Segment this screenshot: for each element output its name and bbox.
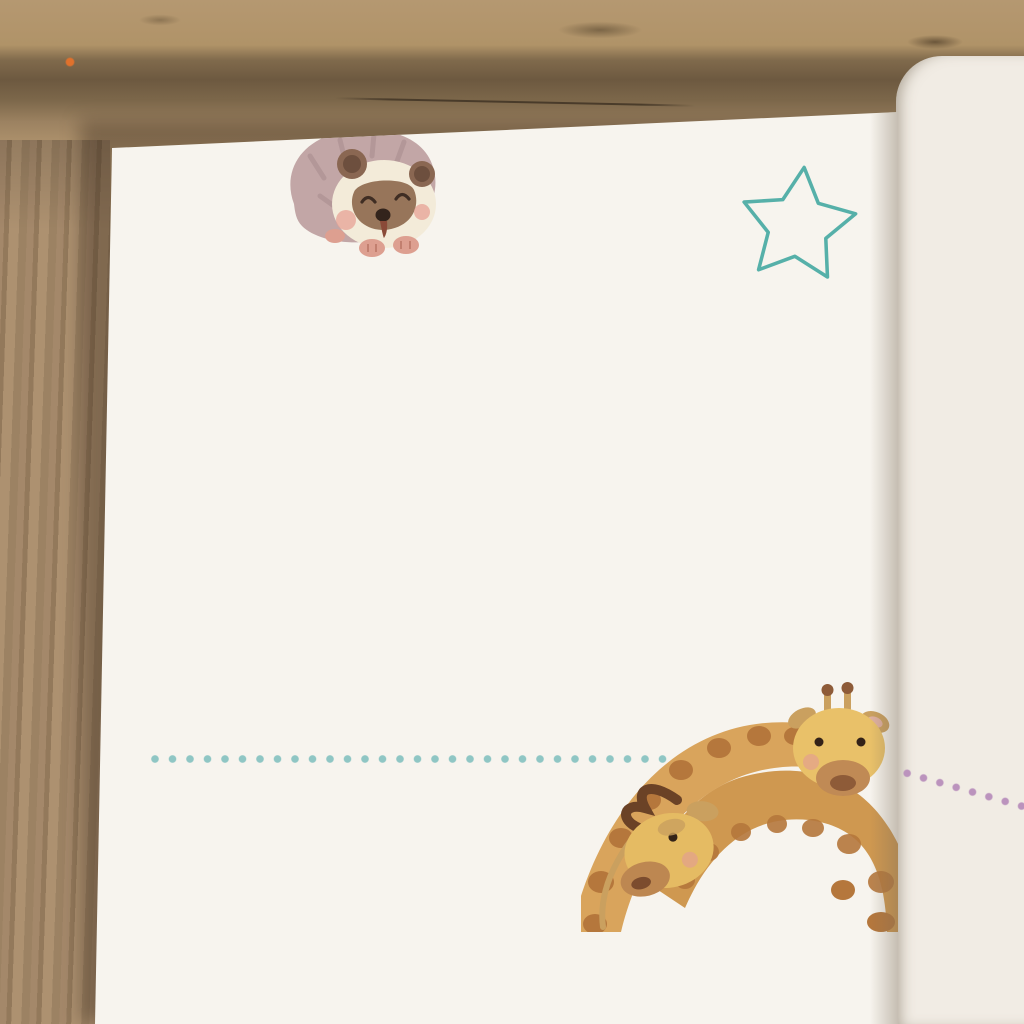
hedgehog-illustration [280, 126, 458, 258]
page-gutter-shading [870, 112, 898, 1024]
giraffes-illustration [581, 632, 911, 932]
dotted-separator-purple [896, 758, 1024, 842]
toc-page [95, 112, 898, 1024]
next-page-column-badges [896, 824, 1022, 847]
next-page-edge [896, 56, 1024, 1024]
next-page-toc [902, 162, 994, 168]
chapter-badge [732, 162, 864, 290]
